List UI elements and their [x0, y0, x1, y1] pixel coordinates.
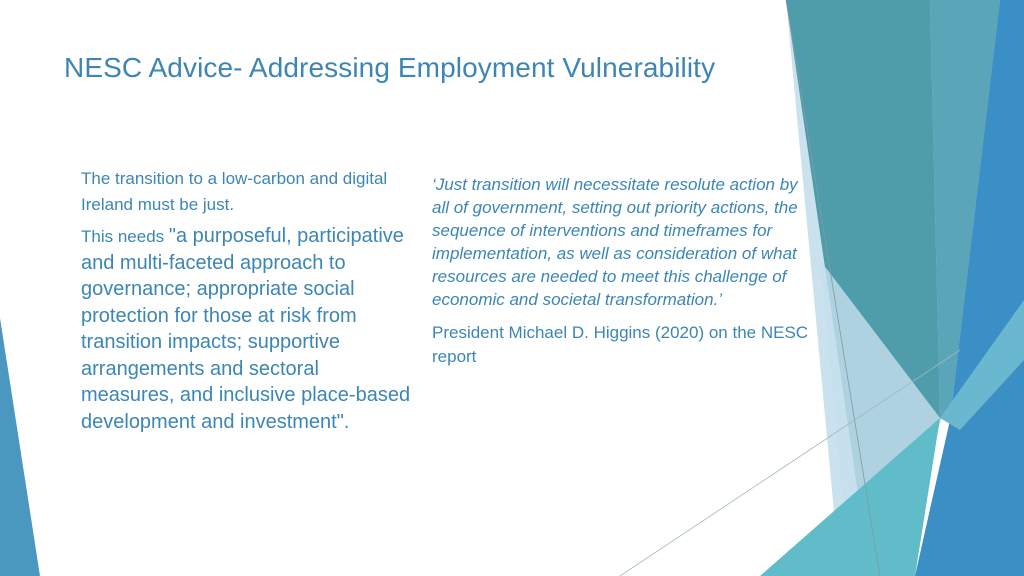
left-edge-accent	[0, 318, 40, 576]
quote-attribution: President Michael D. Higgins (2020) on the NESC report	[432, 323, 809, 366]
slide-title: NESC Advice- Addressing Employment Vulnerability	[64, 52, 716, 83]
needs-paragraph	[81, 224, 416, 436]
left-text-column	[81, 166, 416, 436]
needs-lead: This needs	[81, 227, 169, 246]
intro-paragraph: The transition to a low-carbon and digital Ireland must be just.	[81, 169, 388, 214]
needs-quote: "a purposeful, participative and multi-faceted approach to governance; appropriate social protection for those at risk from transition impacts; supportive arrangements and sectoral measures, and inclusive place-based development and investment".	[81, 225, 411, 433]
right-quote-column	[432, 173, 812, 369]
president-quote: ‘Just transition will necessitate resolute action by all of government, setting out priority actions, the sequence of interventions and timeframes for implementation, as well as consideration of what resources are needed to meet this challenge of economic and societal transformation.’	[432, 175, 798, 309]
